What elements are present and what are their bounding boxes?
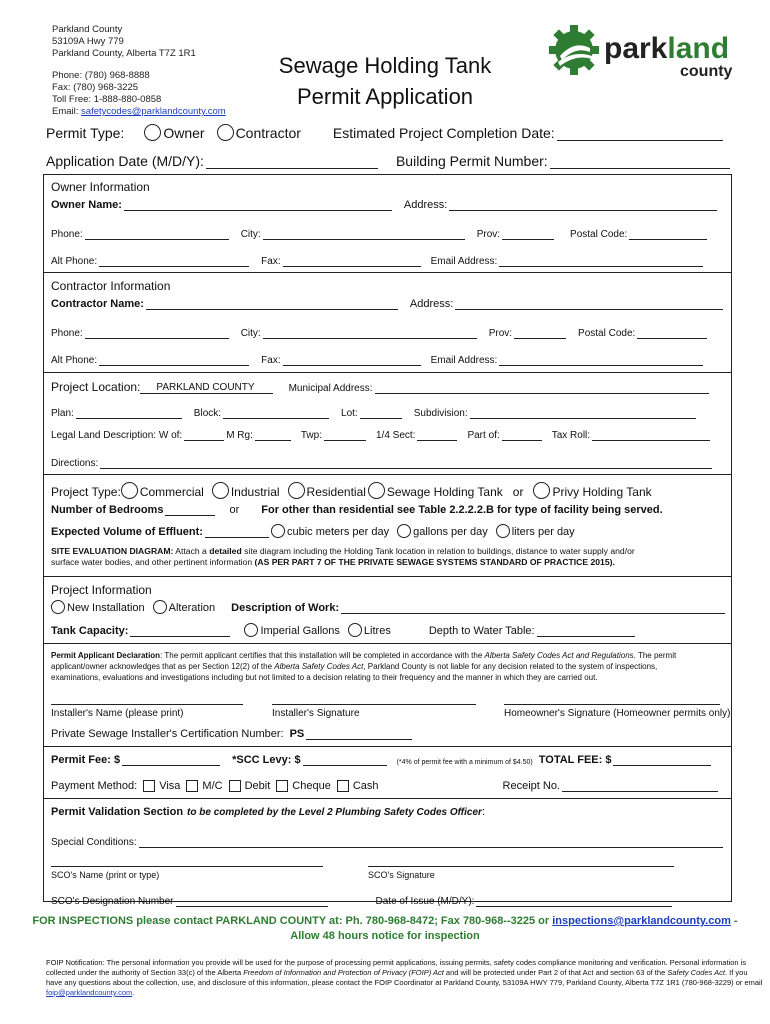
completion-date-label: Estimated Project Completion Date:	[332, 125, 555, 141]
divider	[43, 746, 732, 747]
cubic-meters-radio[interactable]	[271, 524, 285, 538]
building-permit-label: Building Permit Number:	[395, 153, 548, 169]
title-line-1: Sewage Holding Tank	[278, 53, 492, 78]
contractor-info-heading: Contractor Information	[51, 279, 171, 293]
w-of-field[interactable]	[184, 428, 224, 441]
applicant-declaration: Permit Applicant Declaration: The permit applicant certifies that this installation will be completed in accordance with the Alberta Safety Codes Act and Regulations. The permit applicant/owner acknowledges that as per Section 12(2) of the Alberta Safety Codes Act, Parkland County is not liable for any decision related to the system of inspections, examinations, evaluations and investigations including but not limited to a decision relating to their frequency and the manner in which they are carried out.	[51, 651, 677, 682]
owner-phone-row: Phone: City: Prov: Postal Code:	[51, 227, 709, 240]
designation-row: SCO's Designation Number Date of Issue (M/D/Y):	[51, 894, 674, 907]
owner-name-field[interactable]	[124, 198, 392, 211]
owner-option-label: Owner	[163, 125, 205, 141]
date-of-issue-field[interactable]	[476, 894, 672, 907]
installer-name-line[interactable]	[51, 704, 243, 705]
total-fee-field[interactable]	[613, 753, 711, 766]
municipal-address-field[interactable]	[375, 381, 709, 394]
contractor-radio[interactable]	[217, 124, 234, 141]
address-line-1: Parkland County	[52, 24, 123, 35]
payment-row: Payment Method: Visa M/C Debit Cheque Cash Receipt No.	[51, 779, 720, 792]
building-permit-field[interactable]	[550, 156, 730, 169]
cash-checkbox[interactable]	[337, 780, 349, 792]
contractor-alt-phone-field[interactable]	[99, 353, 249, 366]
mc-checkbox[interactable]	[186, 780, 198, 792]
address-line-2: 53109A Hwy 779	[52, 36, 124, 47]
foip-notification: FOIP Notification: The personal information you provide will be used for the purpose of processing permit applications, issuing permits, safety codes compliance monitoring and verification. Personal information is collected under the authority of Section 33(c) of the Alberta Freedom of Information and Protection of Privacy (FOIP) Act and will be protected under Part 2 of that Act and section 63 of the Safety Codes Act. If you have any questions about the collection, use, and disclosure of this information, please contact the FOIP Coordinator at Parkland County, 53109A HWY 779, Parkland County, Alberta T7Z 1R1 (780-968-3229) or email foip@parklandcounty.com.	[46, 958, 763, 997]
owner-email-field[interactable]	[499, 254, 703, 267]
debit-checkbox[interactable]	[229, 780, 241, 792]
scc-levy-field[interactable]	[303, 753, 387, 766]
installation-row: New Installation Alteration Description of Work:	[51, 600, 727, 614]
certification-number-field[interactable]	[306, 727, 412, 740]
legal-land-row: Legal Land Description: W of: M Rg: Twp: 1/4 Sect: Part of: Tax Roll:	[51, 428, 712, 441]
contractor-alt-row: Alt Phone: Fax: Email Address:	[51, 353, 705, 366]
directions-row: Directions:	[51, 456, 714, 469]
sco-name-line[interactable]	[51, 866, 323, 867]
county-address	[52, 24, 226, 118]
special-conditions-field[interactable]	[139, 835, 723, 848]
lot-field[interactable]	[360, 406, 402, 419]
plan-field[interactable]	[76, 406, 182, 419]
directions-field[interactable]	[100, 456, 712, 469]
part-of-field[interactable]	[502, 428, 542, 441]
owner-phone-field[interactable]	[85, 227, 229, 240]
cheque-checkbox[interactable]	[276, 780, 288, 792]
owner-fax-field[interactable]	[283, 254, 421, 267]
contractor-fax-field[interactable]	[283, 353, 421, 366]
sco-signature-line[interactable]	[368, 866, 674, 867]
project-info-heading: Project Information	[51, 583, 152, 597]
divider	[43, 474, 732, 475]
receipt-number-field[interactable]	[562, 779, 718, 792]
installer-name-label: Installer's Name (please print)	[51, 708, 184, 719]
foip-email-link[interactable]: foip@parklandcounty.com	[46, 988, 133, 997]
plan-row: Plan: Block: Lot: Subdivision:	[51, 406, 698, 419]
owner-postal-field[interactable]	[629, 227, 707, 240]
divider	[43, 272, 732, 273]
site-evaluation-text: SITE EVALUATION DIAGRAM: Attach a detailed site diagram including the Holding Tank location in relation to buildings, distance to water supply and/or surface water bodies, and other pertinent information (AS PER PART 7 OF THE PRIVATE SEWAGE SYSTEMS STANDARD OF PRACTICE 2015).	[51, 546, 635, 567]
application-date-label: Application Date (M/D/Y):	[46, 153, 204, 169]
application-date-field[interactable]	[206, 156, 378, 169]
bedrooms-row: Number of Bedrooms or For other than residential see Table 2.2.2.2.B for type of facility being served.	[51, 504, 663, 516]
fees-row: Permit Fee: $ *SCC Levy: $ (*4% of permit fee with a minimum of $4.50) TOTAL FEE: $	[51, 753, 713, 766]
permit-fee-field[interactable]	[122, 753, 220, 766]
industrial-radio[interactable]	[212, 482, 229, 499]
description-of-work-field[interactable]	[341, 601, 725, 614]
owner-address-field[interactable]	[449, 198, 717, 211]
tank-capacity-field[interactable]	[130, 624, 230, 637]
certification-row: Private Sewage Installer's Certification Number: PS	[51, 727, 414, 740]
block-field[interactable]	[223, 406, 329, 419]
sewage-holding-tank-radio[interactable]	[368, 482, 385, 499]
project-location-value[interactable]: PARKLAND COUNTY	[140, 382, 272, 394]
divider	[43, 372, 732, 373]
svg-text:county: county	[680, 63, 733, 80]
logo-graphic	[548, 22, 733, 82]
inspections-email-link[interactable]: inspections@parklandcounty.com	[552, 915, 731, 927]
depth-to-water-field[interactable]	[537, 624, 635, 637]
imperial-gallons-radio[interactable]	[244, 623, 258, 637]
toll-free-line: Toll Free: 1-888-880-0858	[52, 94, 162, 105]
owner-alt-row: Alt Phone: Fax: Email Address:	[51, 254, 705, 267]
township-field[interactable]	[324, 428, 366, 441]
sco-designation-field[interactable]	[176, 894, 328, 907]
tank-capacity-row: Tank Capacity: Imperial Gallons Litres Depth to Water Table:	[51, 623, 637, 637]
phone-line: Phone: (780) 968-8888	[52, 70, 150, 81]
commercial-radio[interactable]	[121, 482, 138, 499]
installer-signature-label: Installer's Signature	[272, 708, 360, 719]
liters-radio[interactable]	[496, 524, 510, 538]
svg-text:parkland: parkland	[604, 32, 730, 65]
permit-type-row: Permit Type: Owner Contractor Estimated Project Completion Date:	[46, 124, 725, 141]
validation-heading: Permit Validation Section to be completed by the Level 2 Plumbing Safety Codes Officer :	[51, 806, 485, 818]
contractor-name-field[interactable]	[146, 297, 398, 310]
divider	[43, 576, 732, 577]
owner-prov-field[interactable]	[502, 227, 554, 240]
divider	[43, 643, 732, 644]
gallons-radio[interactable]	[397, 524, 411, 538]
owner-info-heading: Owner Information	[51, 180, 150, 194]
contractor-address-field[interactable]	[455, 297, 723, 310]
project-location-row: Project Location: PARKLAND COUNTY Municipal Address:	[51, 380, 711, 394]
tax-roll-field[interactable]	[592, 428, 710, 441]
owner-alt-phone-field[interactable]	[99, 254, 249, 267]
visa-checkbox[interactable]	[143, 780, 155, 792]
range-field[interactable]	[255, 428, 291, 441]
application-date-row	[46, 153, 732, 169]
safetycodes-email-link[interactable]: safetycodes@parklandcounty.com	[81, 106, 226, 117]
litres-radio[interactable]	[348, 623, 362, 637]
contractor-name-row: Contractor Name: Address:	[51, 297, 725, 310]
alteration-radio[interactable]	[153, 600, 167, 614]
sco-name-label: SCO's Name (print or type)	[51, 870, 160, 880]
email-line: Email: safetycodes@parklandcounty.com	[52, 106, 226, 117]
completion-date-field[interactable]	[557, 128, 723, 141]
homeowner-signature-label: Homeowner's Signature (Homeowner permits only)	[504, 708, 731, 719]
subdivision-field[interactable]	[470, 406, 696, 419]
gear-icon	[549, 25, 599, 75]
special-conditions-row: Special Conditions:	[51, 835, 725, 848]
installer-signature-line[interactable]	[272, 704, 476, 705]
project-type-row: Project Type: Commercial Industrial Residential Sewage Holding Tank or Privy Holding Tank	[51, 482, 652, 499]
sco-signature-label: SCO's Signature	[368, 870, 435, 880]
contractor-option-label: Contractor	[235, 125, 301, 141]
residential-radio[interactable]	[288, 482, 305, 499]
page-title	[230, 50, 540, 112]
address-line-3: Parkland County, Alberta T7Z 1R1	[52, 48, 196, 59]
contractor-city-field[interactable]	[263, 326, 477, 339]
new-installation-radio[interactable]	[51, 600, 65, 614]
owner-radio[interactable]	[144, 124, 161, 141]
privy-holding-tank-radio[interactable]	[533, 482, 550, 499]
owner-city-field[interactable]	[263, 227, 465, 240]
inspection-contact: FOR INSPECTIONS please contact PARKLAND COUNTY at: Ph. 780-968-8472; Fax 780-968--3225 or inspections@parklandcounty.com -	[32, 915, 738, 927]
effluent-row: Expected Volume of Effluent: cubic meters per day gallons per day liters per day	[51, 526, 575, 538]
parkland-logo	[548, 22, 733, 82]
inspection-notice: Allow 48 hours notice for inspection	[290, 930, 480, 942]
fax-line: Fax: (780) 968-3225	[52, 82, 139, 93]
effluent-volume-field[interactable]	[205, 525, 269, 538]
divider	[43, 798, 732, 799]
contractor-postal-field[interactable]	[637, 326, 707, 339]
contractor-phone-field[interactable]	[85, 326, 229, 339]
title-line-2: Permit Application	[296, 84, 474, 109]
homeowner-signature-line[interactable]	[504, 704, 720, 705]
quarter-section-field[interactable]	[417, 428, 457, 441]
contractor-email-field[interactable]	[499, 353, 703, 366]
owner-name-row: Owner Name: Address:	[51, 198, 719, 211]
contractor-phone-row: Phone: City: Prov: Postal Code:	[51, 326, 709, 339]
contractor-prov-field[interactable]	[514, 326, 566, 339]
bedrooms-field[interactable]	[165, 503, 215, 516]
